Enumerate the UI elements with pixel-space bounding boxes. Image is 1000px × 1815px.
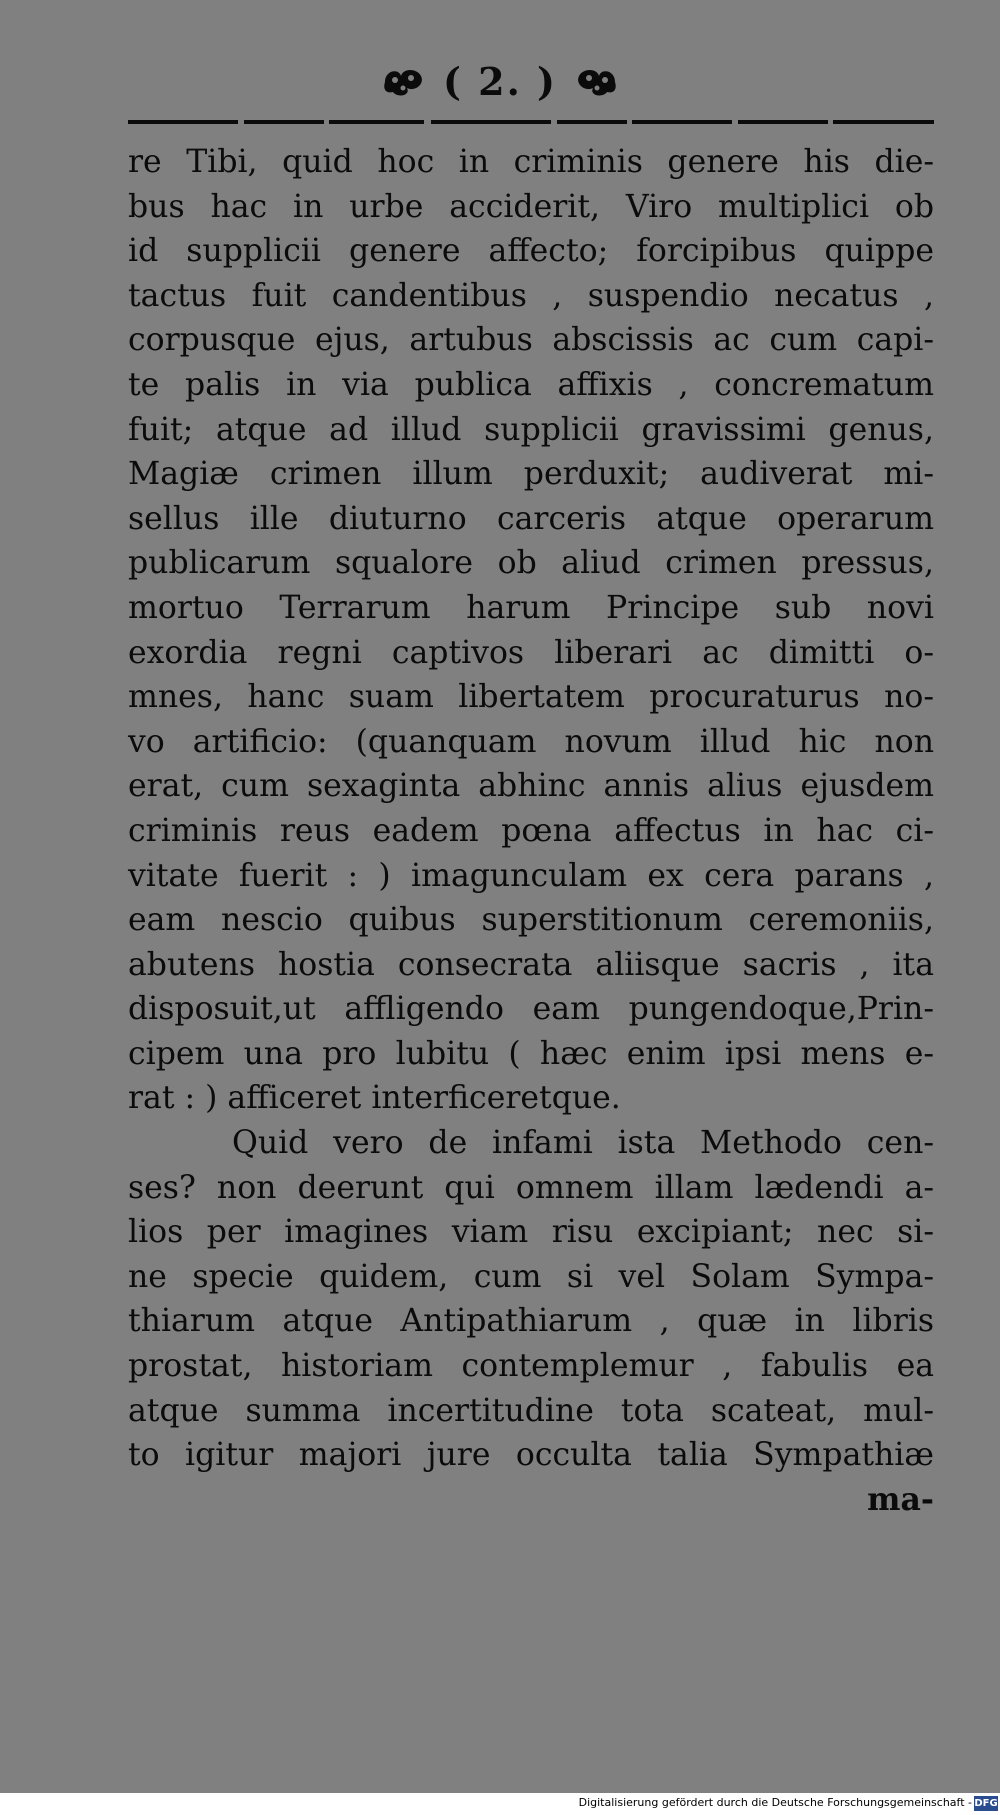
- text-line: cipem una pro lubitu ( hæc enim ipsi mens e-: [128, 1035, 934, 1072]
- left-ornament-icon: [381, 62, 427, 100]
- text-line: ne specie quidem, cum si vel Solam Sympa-: [128, 1258, 934, 1295]
- text-line: te palis in via publica affixis , concrematum: [128, 366, 934, 403]
- paragraph-start-line: Quid vero de infami ista Methodo cen-: [232, 1125, 934, 1162]
- text-line: erat, cum sexaginta abhinc annis alius ejusdem: [128, 768, 934, 805]
- text-line: disposuit,ut affligendo eam pungendoque,Prin-: [128, 991, 934, 1028]
- text-line: thiarum atque Antipathiarum , quæ in libris: [128, 1303, 934, 1340]
- text-line: vitate fuerit : ) imagunculam ex cera parans ,: [128, 857, 934, 894]
- text-line: re Tibi, quid hoc in criminis genere his die-: [128, 144, 934, 180]
- text-line: corpusque ejus, artubus abscissis ac cum capi-: [128, 322, 934, 359]
- text-line: vo artificio: (quanquam novum illud hic non: [128, 723, 934, 760]
- page-header: [0, 56, 1000, 106]
- text-line: prostat, historiam contemplemur , fabulis ea: [128, 1348, 934, 1385]
- page-number: ( 2. ): [442, 58, 558, 104]
- funding-credit: Digitalisierung gefördert durch die Deutsche Forschungsgemeinschaft -: [578, 1796, 972, 1809]
- text-line: bus hac in urbe acciderit, Viro multiplici ob: [128, 188, 934, 225]
- paragraph-end-line: rat : ) afficeret interficeretque.: [128, 1080, 621, 1117]
- text-line: atque summa incertitudine tota scateat, mul-: [128, 1392, 934, 1429]
- text-line: publicarum squalore ob aliud crimen pressus,: [128, 545, 934, 582]
- text-line: sellus ille diuturno carceris atque operarum: [128, 500, 934, 537]
- text-line: id supplicii genere affecto; forcipibus quippe: [128, 233, 934, 270]
- text-line: abutens hostia consecrata aliisque sacris , ita: [128, 946, 934, 983]
- text-line: mnes, hanc suam libertatem procuraturus no-: [128, 679, 934, 716]
- text-line: Magiæ crimen illum perduxit; audiverat mi-: [128, 456, 934, 493]
- header-rule: [128, 118, 934, 126]
- text-line: tactus fuit candentibus , suspendio necatus ,: [128, 277, 934, 314]
- text-line: fuit; atque ad illud supplicii gravissimi genus,: [128, 411, 934, 448]
- body-text: [128, 140, 934, 1522]
- text-line: exordia regni captivos liberari ac dimitti o-: [128, 634, 934, 671]
- text-line: lios per imagines viam risu excipiant; nec si-: [128, 1214, 934, 1251]
- text-line: criminis reus eadem pœna affectus in hac ci-: [128, 812, 934, 849]
- dfg-logo: DFG: [974, 1798, 998, 1809]
- right-ornament-icon: [573, 62, 619, 100]
- digitization-footer: [0, 1793, 1000, 1815]
- text-line: to igitur majori jure occulta talia Sympathiæ: [128, 1437, 934, 1474]
- catchword: ma-: [867, 1480, 934, 1518]
- text-line: eam nescio quibus superstitionum ceremoniis,: [128, 902, 934, 939]
- text-line: mortuo Terrarum harum Principe sub novi: [128, 589, 934, 626]
- text-line: ses? non deerunt qui omnem illam lædendi a-: [128, 1169, 934, 1206]
